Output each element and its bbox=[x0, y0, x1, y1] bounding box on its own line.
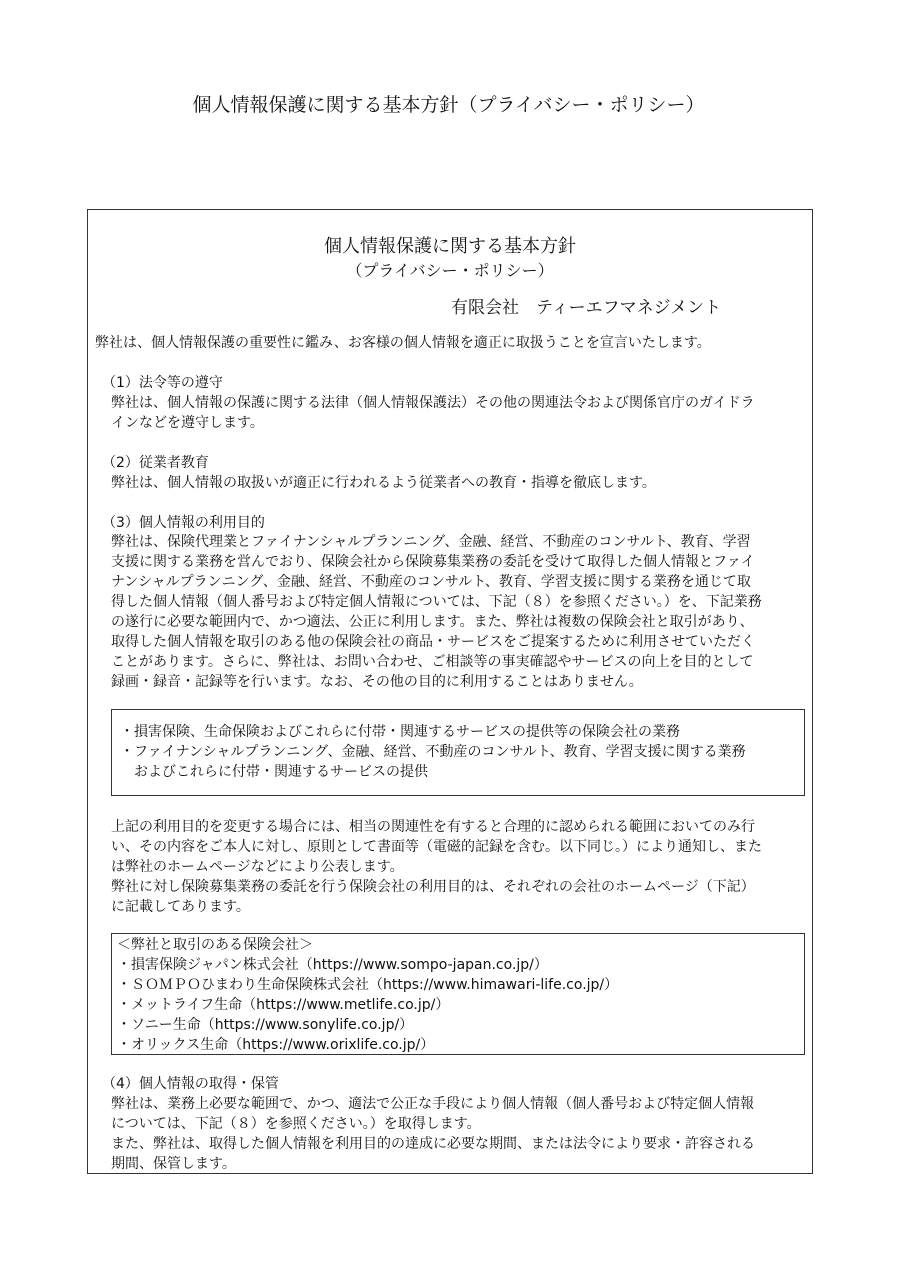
section-3-after-line: い、その内容をご本人に対し、原則として書面等（電磁的記録を含む。以下同じ。）により通知し、また bbox=[111, 839, 762, 855]
section-4-line: また、弊社は、取得した個人情報を利用目的の達成に必要な期間、または法令により要求・許容される bbox=[111, 1136, 755, 1152]
section-3-line: ナンシャルプランニング、金融、経営、不動産のコンサルト、教育、学習支援に関する業務を通じて取 bbox=[111, 574, 751, 590]
policy-subheading: （プライバシー・ポリシー） bbox=[346, 261, 554, 280]
section-3-line: ことがあります。さらに、弊社は、お問い合わせ、ご相談等の事実確認やサービスの向上を目的として bbox=[111, 654, 754, 670]
section-4-title: （4）個人情報の取得・保管 bbox=[102, 1076, 279, 1092]
section-1-line: インなどを遵守します。 bbox=[111, 415, 264, 431]
purpose-item: ・ファイナンシャルプランニング、金融、経営、不動産のコンサルト、教育、学習支援に関する業務 bbox=[120, 744, 746, 760]
section-2-title: （2）従業者教育 bbox=[102, 455, 209, 471]
company-name: 有限会社 ティーエフマネジメント bbox=[451, 298, 722, 318]
insurer-item: ・損害保険ジャパン株式会社（https://www.sompo-japan.co.jp/） bbox=[117, 957, 548, 973]
insurers-box-title: ＜弊社と取引のある保険会社＞ bbox=[117, 937, 313, 953]
section-3-title: （3）個人情報の利用目的 bbox=[102, 515, 265, 531]
section-4-line: については、下記（８）を参照ください。）を取得します。 bbox=[111, 1116, 481, 1132]
page-title: 個人情報保護に関する基本方針（プライバシー・ポリシー） bbox=[192, 94, 705, 116]
policy-heading: 個人情報保護に関する基本方針 bbox=[324, 236, 576, 257]
section-3-line: 弊社は、保険代理業とファイナンシャルプランニング、金融、経営、不動産のコンサルト、教育、学習 bbox=[111, 534, 751, 550]
insurer-item: ・ＳＯＭＰＯひまわり生命保険株式会社（https://www.himawari-life.co.jp/） bbox=[117, 977, 619, 993]
section-3-after-line: 上記の利用目的を変更する場合には、相当の関連性を有すると合理的に認められる範囲においてのみ行 bbox=[111, 819, 755, 835]
section-4-line: 期間、保管します。 bbox=[111, 1156, 236, 1172]
section-1-title: （1）法令等の遵守 bbox=[102, 375, 223, 391]
section-1-line: 弊社は、個人情報の保護に関する法律（個人情報保護法）その他の関連法令および関係官庁のガイドラ bbox=[111, 395, 755, 411]
intro-text: 弊社は、個人情報保護の重要性に鑑み、お客様の個人情報を適正に取扱うことを宣言いたします。 bbox=[95, 335, 711, 351]
section-3-after-line: 弊社に対し保険募集業務の委託を行う保険会社の利用目的は、それぞれの会社のホームページ（下記） bbox=[111, 879, 755, 895]
section-3-line: 録画・録音・記録等を行います。なお、その他の目的に利用することはありません。 bbox=[111, 674, 643, 690]
section-3-after-line: に記載してあります。 bbox=[111, 899, 250, 915]
section-4-line: 弊社は、業務上必要な範囲で、かつ、適法で公正な手段により個人情報（個人番号および特定個人情報 bbox=[111, 1096, 755, 1112]
purpose-item: ・損害保険、生命保険およびこれらに付帯・関連するサービスの提供等の保険会社の業務 bbox=[120, 724, 680, 740]
purpose-item: およびこれらに付帯・関連するサービスの提供 bbox=[120, 764, 428, 780]
section-3-after-line: は弊社のホームページなどにより公表します。 bbox=[111, 859, 404, 875]
section-3-line: の遂行に必要な範囲内で、かつ適法、公正に利用します。また、弊社は複数の保険会社と取引があり、 bbox=[111, 614, 754, 630]
section-2-line: 弊社は、個人情報の取扱いが適正に行われるよう従業者への教育・指導を徹底します。 bbox=[111, 475, 656, 491]
insurer-item: ・ソニー生命（https://www.sonylife.co.jp/） bbox=[117, 1017, 414, 1033]
section-3-line: 得した個人情報（個人番号および特定個人情報については、下記（８）を参照ください。）を、下記業務 bbox=[111, 594, 762, 610]
section-3-line: 取得した個人情報を取引のある他の保険会社の商品・サービスをご提案するために利用させていただく bbox=[111, 634, 755, 650]
section-3-line: 支援に関する業務を営んでおり、保険会社から保険募集業務の委託を受けて取得した個人情報とファイ bbox=[111, 554, 755, 570]
insurer-item: ・オリックス生命（https://www.orixlife.co.jp/） bbox=[117, 1037, 435, 1053]
insurer-item: ・メットライフ生命（https://www.metlife.co.jp/） bbox=[117, 997, 450, 1013]
